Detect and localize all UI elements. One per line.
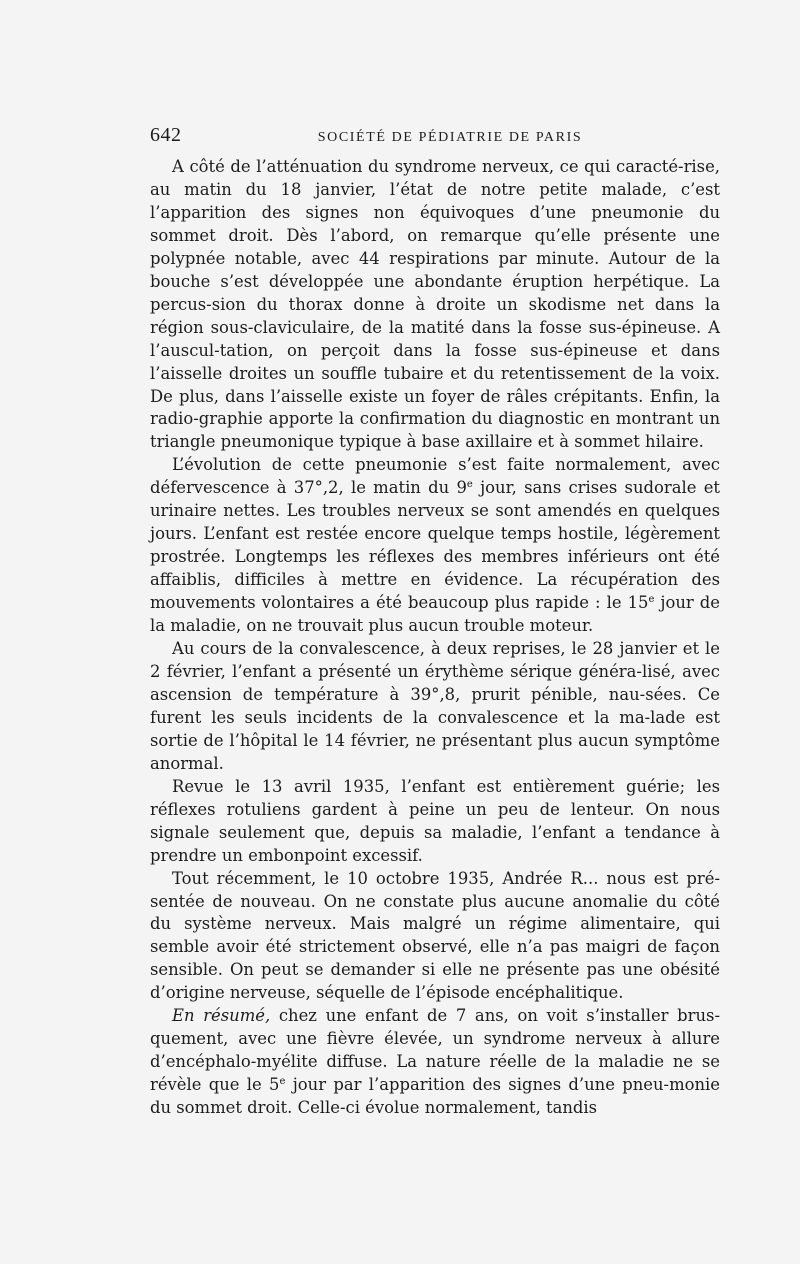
text-run: Au cours de la convalescence, à deux reprises, le 28 janvier et le 2 février, l’enfant a présenté un érythème sérique généra-lisé, avec ascension de température à 39°,8, prurit pénible, nau-sées. Ce furent les seuls incidents de la convalescence et la ma-lade est sortie de l’hôpital le 14 février, ne présentant plus aucun symptôme anormal. [150,639,720,773]
paragraph-convalescence [150,638,720,776]
text-run: Tout récemment, le 10 octobre 1935, Andrée R... nous est pré-sentée de nouveau. On ne constate plus aucune anomalie du côté du système nerveux. Mais malgré un régime alimentaire, qui semble avoir été strictement observé, elle n’a pas maigri de façon sensible. On peut se demander si elle ne présente pas une obésité d’origine nerveuse, séquelle de l’épisode encéphalitique. [150,868,720,1003]
text-run: jour, sans crises sudorale et urinaire nettes. Les troubles nerveux se sont amendés en quelques jours. L’enfant est restée encore quelque temps hostile, légèrement prostrée. Longtemps les réflexes des membres inférieurs ont été affaiblis, difficiles à mettre en évidence. La récupération des mouvements volontaires a été beaucoup plus rapide : le 15 [150,478,720,613]
text-run: Revue le 13 avril 1935, l’enfant est entièrement guérie; les réflexes rotuliens gardent à peine un peu de lenteur. On nous signale seulement que, depuis sa maladie, l’enfant a tendance à prendre un embonpoint excessif. [150,776,720,865]
body-text [150,156,720,1120]
paragraph-pneumonia-signs [150,156,720,454]
paragraph-summary [150,1005,720,1120]
page-header [150,124,720,154]
text-run: L’évolution de cette pneumonie s’est faite normalement, avec défervescence à 37°,2, le matin du 9 [150,455,720,498]
page-number: 642 [150,124,182,146]
text-run: chez une enfant de 7 ans, on voit s’installer brus-quement, avec une fièvre élevée, un syndrome nerveux à allure d’encéphalo-myélite diffuse. La nature réelle de la maladie ne se révèle que le 5 [150,1006,721,1095]
text-run: jour de la maladie, on ne trouvait plus aucun trouble moteur. [150,593,720,636]
summary-lead: En résumé, [172,1006,271,1026]
superscript: e [648,594,655,606]
running-title: SOCIÉTÉ DE PÉDIATRIE DE PARIS [317,130,583,145]
superscript: e [279,1076,286,1088]
paragraph-evolution [150,454,720,638]
paragraph-recent-visit [150,868,720,1006]
book-page [150,124,720,1120]
superscript: e [466,479,473,491]
paragraph-follow-up [150,776,720,868]
text-run: jour par l’apparition des signes d’une pneu-monie du sommet droit. Celle-ci évolue normalement, tandis [150,1075,721,1118]
text-run: A côté de l’atténuation du syndrome nerveux, ce qui caracté-rise, au matin du 18 janvier, l’état de notre petite malade, c’est l’apparition des signes non équivoques d’une pneumonie du sommet droit. Dès l’abord, on remarque qu’elle présente une polypnée notable, avec 44 respirations par minute. Autour de la bouche s’est développée une abondante éruption herpétique. La percus-sion du thorax donne à droite un skodisme net dans la région sous-claviculaire, de la matité dans la fosse sus-épineuse. A l’auscul-tation, on perçoit dans la fosse sus-épineuse et dans l’aisselle droites un souffle tubaire et du retentissement de la voix. De plus, dans l’aisselle existe un foyer de râles crépitants. Enfin, la radio-graphie apporte la confirmation du diagnostic en montrant un triangle pneumonique typique à base axillaire et à sommet hilaire. [150,157,720,452]
